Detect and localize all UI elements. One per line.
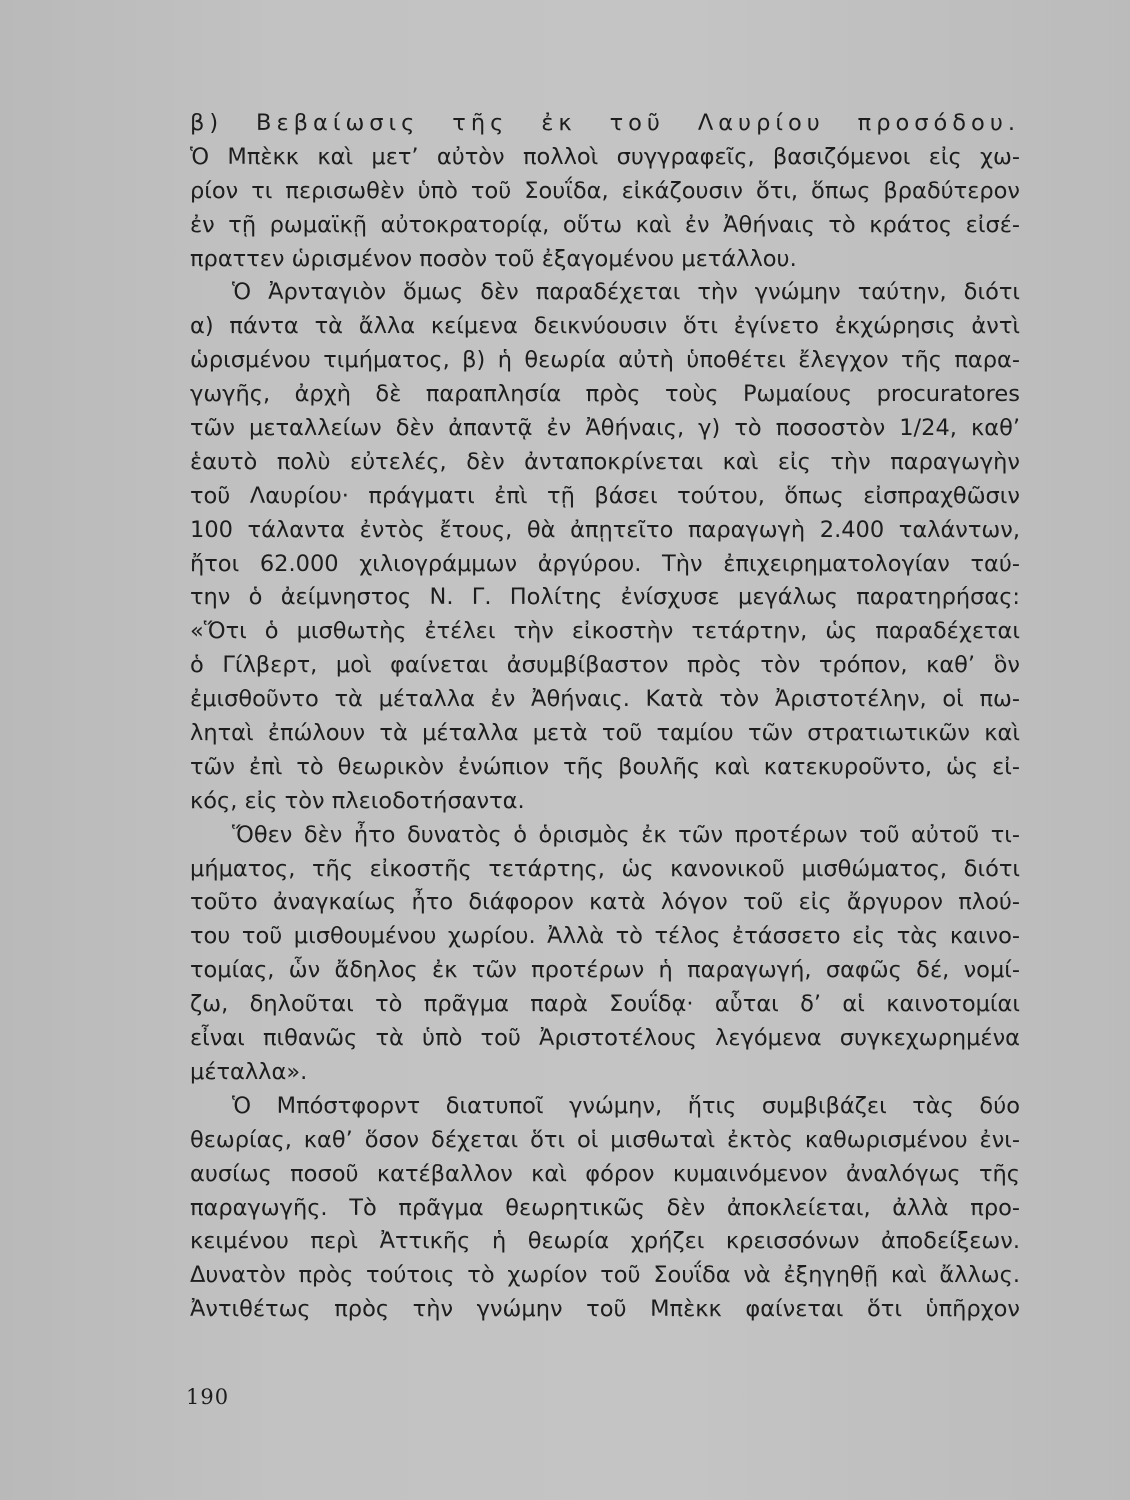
text-line: αυσίως ποσοῦ κατέβαλλον καὶ φόρον κυμαινόμενον ἀναλόγως τῆς bbox=[190, 1160, 1020, 1187]
quote-line: μέταλλα». bbox=[190, 1058, 308, 1085]
text-line: τοῦ Λαυρίου· πράγματι ἐπὶ τῇ βάσει τούτου, ὅπως εἰσπραχθῶσιν bbox=[190, 482, 1020, 509]
quote-line: εἶναι πιθανῶς τὰ ὑπὸ τοῦ Ἀριστοτέλους λεγόμενα συγκεχωρημένα bbox=[190, 1025, 1020, 1052]
quote-line: του τοῦ μισθουμένου χωρίου. Ἀλλὰ τὸ τέλος ἐτάσσετο εἰς τὰς καινο- bbox=[190, 923, 1020, 950]
quote-line: τομίας, ὧν ἄδηλος ἐκ τῶν προτέρων ἡ παραγωγή, σαφῶς δέ, νομί- bbox=[190, 957, 1020, 984]
text-line: ἤτοι 62.000 χιλιογράμμων ἀργύρου. Τὴν ἐπιχειρηματολογίαν ταύ- bbox=[190, 550, 1020, 577]
body-text bbox=[190, 107, 1020, 1327]
text-line: Ἀντιθέτως πρὸς τὴν γνώμην τοῦ Μπὲκκ φαίνεται ὅτι ὑπῆρχον bbox=[190, 1296, 1020, 1323]
quote-line: τοῦτο ἀναγκαίως ἦτο διάφορον κατὰ λόγον τοῦ εἰς ἄργυρον πλού- bbox=[190, 889, 1020, 916]
quote-line: ληταὶ ἐπώλουν τὰ μέταλλα μετὰ τοῦ ταμίου τῶν στρατιωτικῶν καὶ bbox=[190, 720, 1020, 747]
text-line: την ὁ ἀείμνηστος Ν. Γ. Πολίτης ἐνίσχυσε μεγάλως παρατηρήσας: bbox=[190, 584, 1020, 611]
quote-line: κός, εἰς τὸν πλειοδοτήσαντα. bbox=[190, 787, 525, 814]
text-line: ἐν τῇ ρωμαϊκῇ αὐτοκρατορίᾳ, οὕτω καὶ ἐν Ἀθήναις τὸ κράτος εἰσέ- bbox=[190, 211, 1020, 238]
text-line: Δυνατὸν πρὸς τούτοις τὸ χωρίον τοῦ Σουΐδα νὰ ἐξηγηθῇ καὶ ἄλλως. bbox=[190, 1262, 1020, 1289]
text-line: τῶν μεταλλείων δὲν ἀπαντᾷ ἐν Ἀθήναις, γ) τὸ ποσοστὸν 1/24, καθ’ bbox=[190, 415, 1020, 442]
quote-line: «Ὅτι ὁ μισθωτὴς ἐτέλει τὴν εἰκοστὴν τετάρτην, ὡς παραδέχεται bbox=[190, 618, 1020, 645]
text-line: θεωρίας, καθ’ ὅσον δέχεται ὅτι οἱ μισθωταὶ ἐκτὸς καθωρισμένου ἐνι- bbox=[190, 1126, 1020, 1153]
text-line: ὡρισμένου τιμήματος, β) ἡ θεωρία αὐτὴ ὑποθέτει ἔλεγχον τῆς παρα- bbox=[190, 347, 1020, 374]
text-line: γωγῆς, ἀρχὴ δὲ παραπλησία πρὸς τοὺς Ρωμαίους procuratores bbox=[190, 381, 1020, 408]
paragraph-first-line: Ὅθεν δὲν ἦτο δυνατὸς ὁ ὁρισμὸς ἐκ τῶν προτέρων τοῦ αὐτοῦ τι- bbox=[232, 821, 1020, 848]
text-line: πραττεν ὡρισμένον ποσὸν τοῦ ἐξαγομένου μετάλλου. bbox=[190, 245, 797, 272]
text-line: ρίον τι περισωθὲν ὑπὸ τοῦ Σουΐδα, εἰκάζουσιν ὅτι, ὅπως βραδύτερον bbox=[190, 177, 1020, 204]
paragraph-first-line: Ὁ Μπόστφορντ διατυποῖ γνώμην, ἥτις συμβιβάζει τὰς δύο bbox=[232, 1092, 1020, 1119]
text-line: 100 τάλαντα ἐντὸς ἔτους, θὰ ἀπῃτεῖτο παραγωγὴ 2.400 ταλάντων, bbox=[190, 516, 1020, 543]
quote-line: μήματος, τῆς εἰκοστῆς τετάρτης, ὡς κανονικοῦ μισθώματος, διότι bbox=[190, 855, 1020, 882]
text-line: ἑαυτὸ πολὺ εὐτελές, δὲν ἀνταποκρίνεται καὶ εἰς τὴν παραγωγὴν bbox=[190, 448, 1020, 475]
quote-line: ἐμισθοῦντο τὰ μέταλλα ἐν Ἀθήναις. Κατὰ τὸν Ἀριστοτέλην, οἱ πω- bbox=[190, 686, 1020, 713]
text-line: παραγωγῆς. Τὸ πρᾶγμα θεωρητικῶς δὲν ἀποκλείεται, ἀλλὰ προ- bbox=[190, 1194, 1020, 1221]
section-heading-line: β) Βεβαίωσις τῆς ἐκ τοῦ Λαυρίου προσόδου. bbox=[190, 110, 1020, 136]
text-line: κειμένου περὶ Ἀττικῆς ἡ θεωρία χρήζει κρεισσόνων ἀποδείξεων. bbox=[190, 1228, 1020, 1255]
text-line: α) πάντα τὰ ἄλλα κείμενα δεικνύουσιν ὅτι ἐγίνετο ἐκχώρησις ἀντὶ bbox=[190, 313, 1020, 340]
quote-line: ζω, δηλοῦται τὸ πρᾶγμα παρὰ Σουΐδᾳ· αὗται δ’ αἱ καινοτομίαι bbox=[190, 991, 1020, 1018]
text-line: Ὁ Μπὲκκ καὶ μετ’ αὐτὸν πολλοὶ συγγραφεῖς, βασιζόμενοι εἰς χω- bbox=[190, 143, 1020, 170]
paragraph-first-line: Ὁ Ἀρνταγιὸν ὅμως δὲν παραδέχεται τὴν γνώμην ταύτην, διότι bbox=[232, 279, 1020, 306]
page-number: 190 bbox=[186, 1385, 230, 1409]
quote-line: τῶν ἐπὶ τὸ θεωρικὸν ἐνώπιον τῆς βουλῆς καὶ κατεκυροῦντο, ὡς εἰ- bbox=[190, 753, 1020, 780]
quote-line: ὁ Γίλβερτ, μοὶ φαίνεται ἀσυμβίβαστον πρὸς τὸν τρόπον, καθ’ ὃν bbox=[190, 652, 1020, 679]
